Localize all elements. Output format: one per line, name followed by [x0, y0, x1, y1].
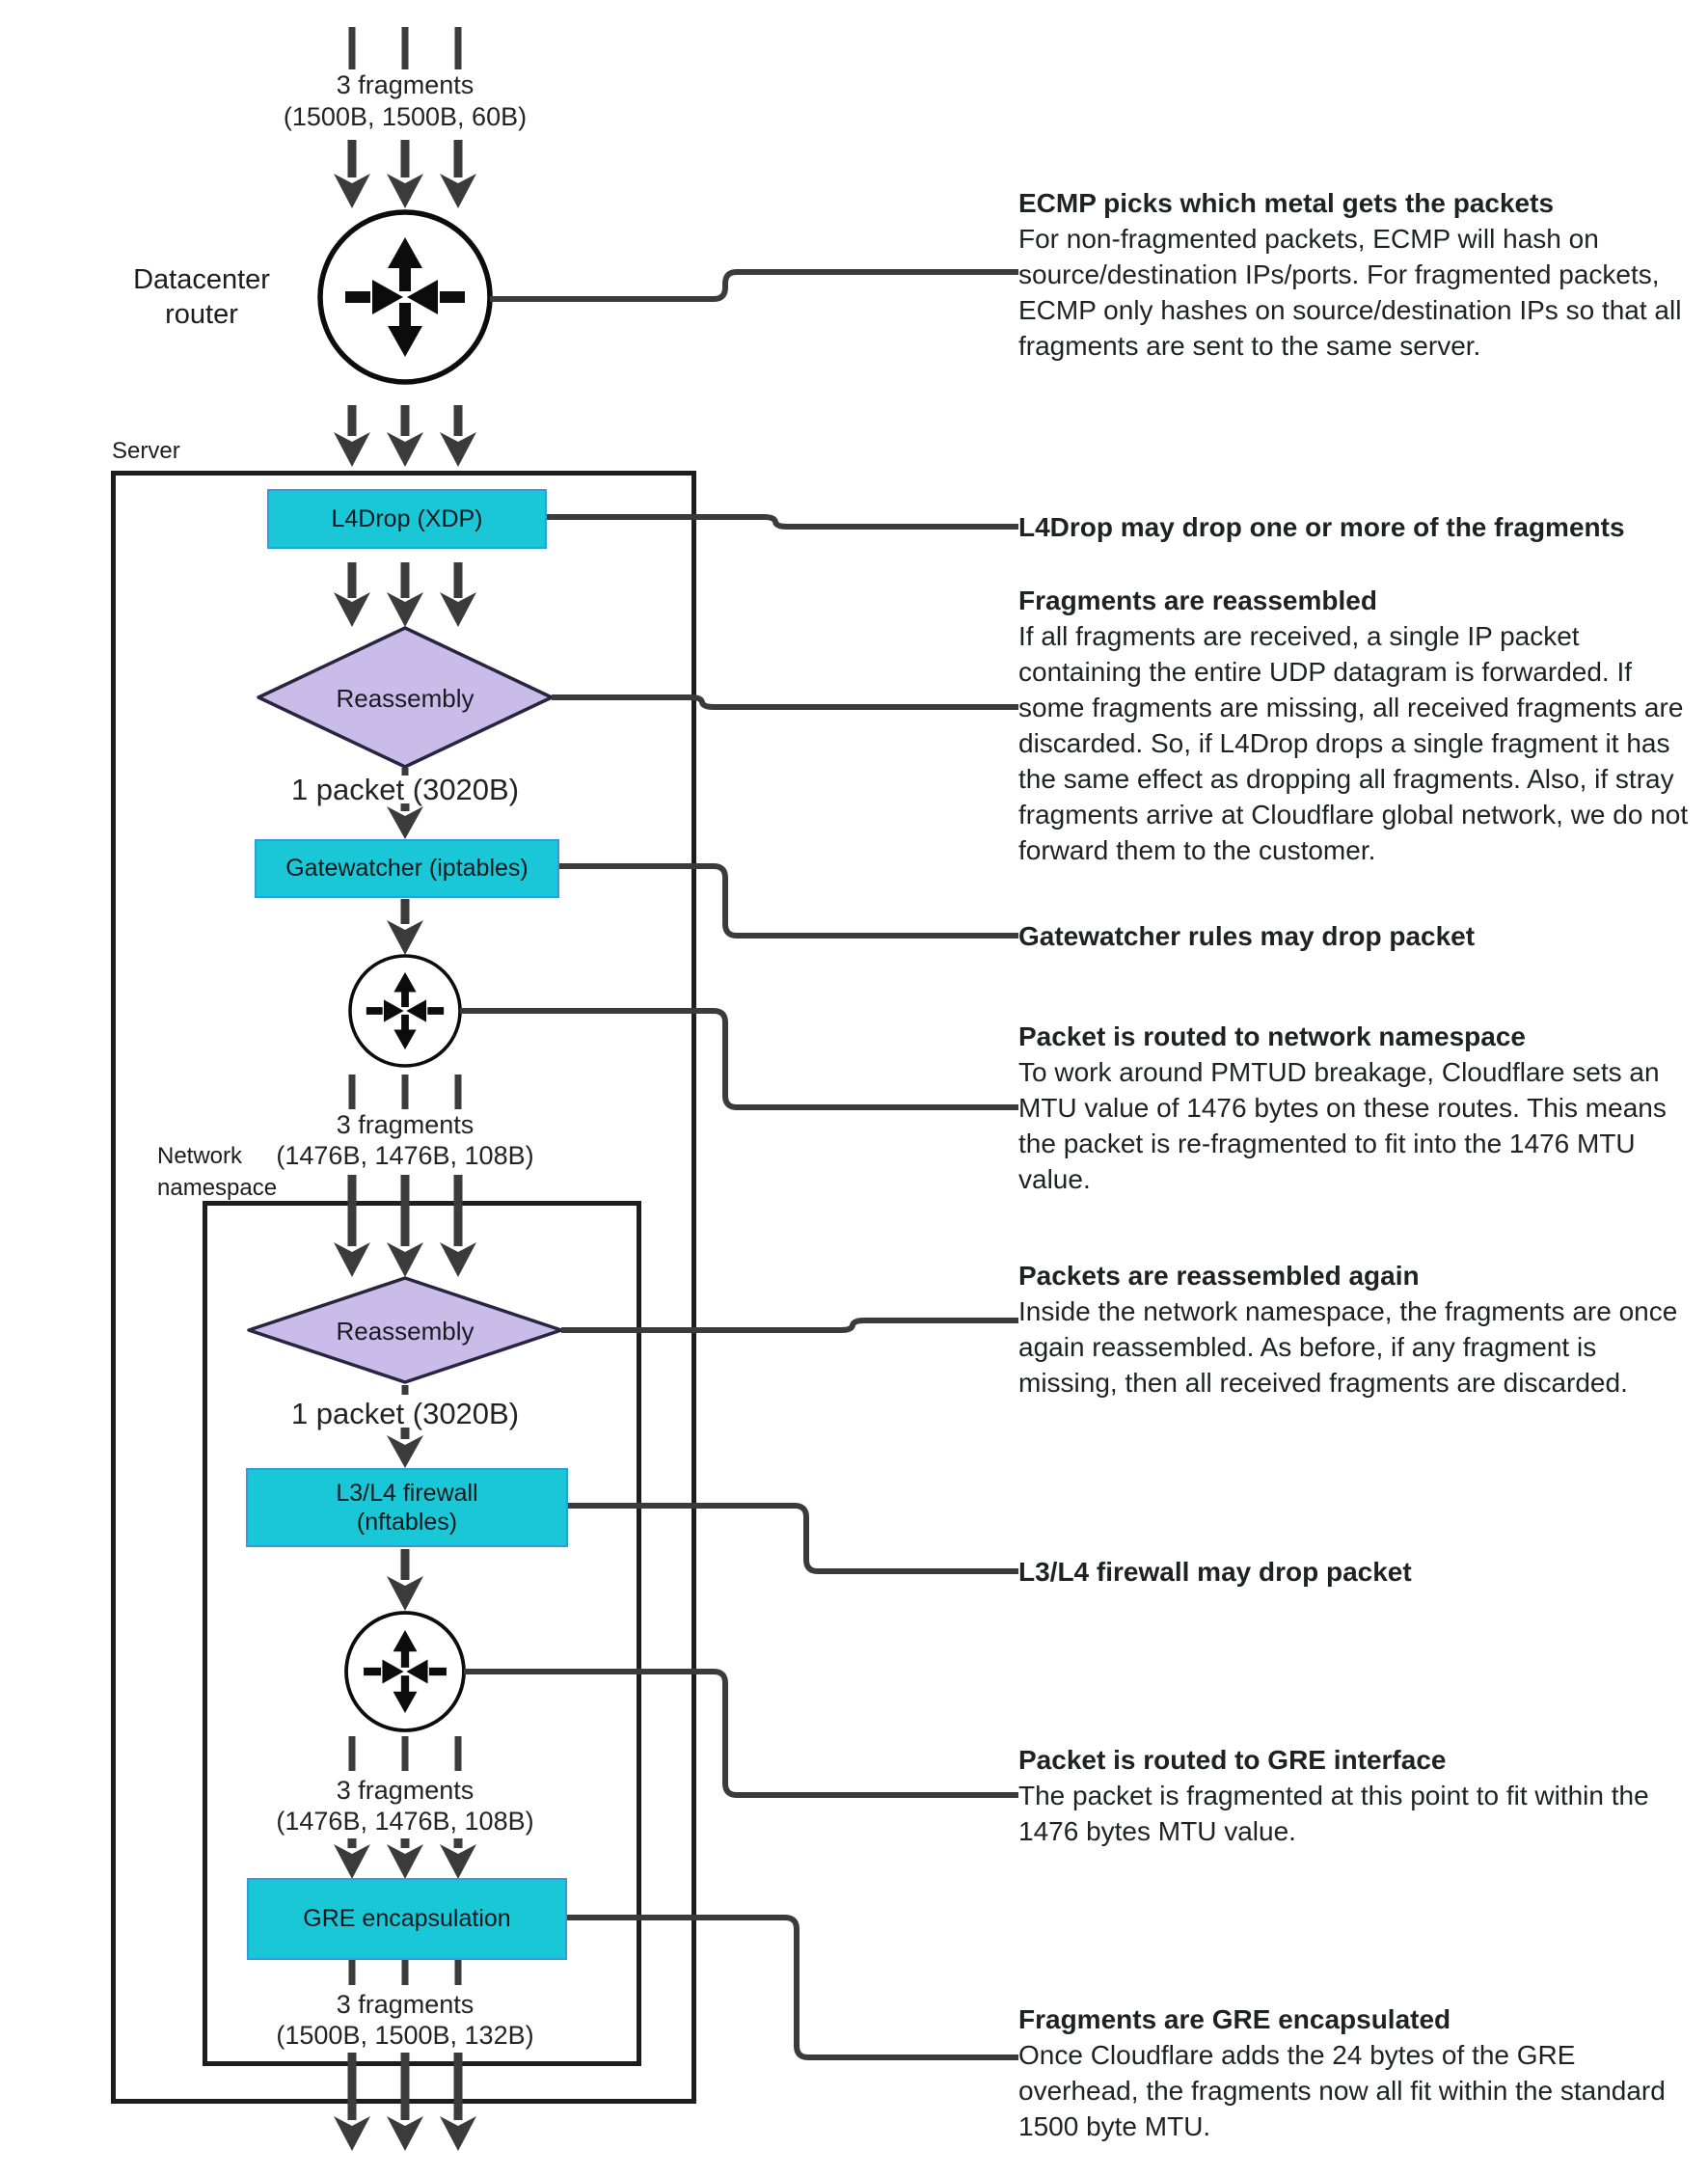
- annotation-title: Packet is routed to GRE interface: [1018, 1745, 1447, 1775]
- packet-label: 1 packet (3020B): [290, 773, 520, 806]
- router-icon: [350, 956, 460, 1066]
- connector-line: [564, 1506, 1018, 1571]
- annotation-title: Gatewatcher rules may drop packet: [1018, 921, 1476, 951]
- out-fragments-label: [222, 1989, 588, 2051]
- annotation-body: The packet is fragmented at this point to fit within the 1476 bytes MTU value.: [1018, 1781, 1649, 1846]
- annotation-title: Fragments are GRE encapsulated: [1018, 2004, 1451, 2034]
- fragment-dashes-gre: [352, 1736, 458, 1771]
- packet-label: 1 packet (3020B): [290, 1397, 520, 1430]
- annotation-body: If all fragments are received, a single IP packet containing the entire UDP datagram is forwarded. If some fragments are missing, all received fragments are discarded. So, if L4Drop drops a single fragment it has the same effect as dropping all fragments. Also, if stray fragments arrive at Cloudflare global network, we do not forward them to the customer.: [1018, 621, 1689, 865]
- annotation-body: For non-fragmented packets, ECMP will hash on source/destination IPs/ports. For fragmented packets, ECMP only hashes on source/destination IPs so that all fragments are sent to the same server.: [1018, 224, 1682, 361]
- connector-line: [543, 517, 1018, 527]
- l4drop-label: L4Drop (XDP): [331, 504, 483, 532]
- gatewatcher-label: Gatewatcher (iptables): [285, 855, 529, 882]
- annotation-title: L4Drop may drop one or more of the fragments: [1018, 512, 1625, 542]
- reassembly-label: Reassembly: [336, 1317, 474, 1346]
- arrows-into-server: [334, 405, 476, 467]
- connector-line: [460, 1011, 1018, 1107]
- annotation-firewall: [1018, 1554, 1699, 1590]
- annotation-gre-interface: [1018, 1742, 1699, 1849]
- fragment-dashes-out: [352, 1960, 458, 1985]
- router-icon: [346, 1613, 464, 1730]
- network-namespace-label: Network namespace: [157, 1143, 278, 1201]
- annotation-reassembled-again: [1018, 1258, 1699, 1401]
- fragments-sizes: (1500B, 1500B, 60B): [283, 102, 528, 131]
- server-label: Server: [112, 438, 180, 464]
- annotation-reassembled: [1018, 583, 1699, 868]
- annotation-body: To work around PMTUD breakage, Cloudflare sets an MTU value of 1476 bytes on these routes. This means the packet is re-fragmented to fit into the 1476 MTU value.: [1018, 1057, 1667, 1194]
- fragments-count: 3 fragments: [336, 1776, 474, 1805]
- annotation-title: Packet is routed to network namespace: [1018, 1021, 1526, 1051]
- gatewatcher-box: [255, 839, 559, 898]
- connector-line: [490, 272, 1018, 299]
- connector-line: [561, 1320, 1018, 1330]
- fragments-sizes: (1500B, 1500B, 132B): [276, 2021, 534, 2050]
- annotation-title: L3/L4 firewall may drop packet: [1018, 1557, 1412, 1587]
- fragments-sizes: (1476B, 1476B, 108B): [276, 1807, 534, 1836]
- annotation-body: Inside the network namespace, the fragments are once again reassembled. As before, if any fragment is missing, then all received fragments are discarded.: [1018, 1296, 1678, 1398]
- annotation-routed-namespace: [1018, 1019, 1699, 1197]
- arrow-down: [387, 1428, 423, 1468]
- connector-line: [556, 866, 1018, 936]
- arrows-into-router: [334, 140, 476, 208]
- arrows-out: [334, 2053, 476, 2151]
- firewall-label-line2: (nftables): [356, 1509, 458, 1536]
- firewall-label-line1: L3/L4 firewall: [336, 1480, 478, 1507]
- fragment-dashes-mid: [352, 1075, 458, 1109]
- annotation-body: Once Cloudflare adds the 24 bytes of the GRE overhead, the fragments now all fit within the standard 1500 byte MTU.: [1018, 2040, 1666, 2141]
- annotation-title: Packets are reassembled again: [1018, 1261, 1420, 1291]
- fragment-dashes-top: [352, 27, 458, 69]
- annotation-gatewatcher: [1018, 918, 1699, 954]
- connector-line: [552, 697, 1018, 707]
- fragments-count: 3 fragments: [336, 1990, 474, 2019]
- annotation-title: Fragments are reassembled: [1018, 585, 1377, 615]
- firewall-box: [246, 1468, 568, 1547]
- arrow-down: [387, 899, 423, 955]
- gre-fragments-label: [222, 1775, 588, 1837]
- annotation-title: ECMP picks which metal gets the packets: [1018, 188, 1555, 218]
- fragments-count: 3 fragments: [336, 1110, 474, 1139]
- router-icon: [320, 212, 490, 382]
- arrows-into-namespace: [334, 1175, 476, 1277]
- fragments-sizes: (1476B, 1476B, 108B): [276, 1141, 534, 1170]
- arrows-to-reassembly: [334, 562, 476, 627]
- arrow-down: [387, 803, 423, 839]
- annotation-gre-encapsulated: [1018, 2001, 1699, 2144]
- gre-label: GRE encapsulation: [303, 1905, 511, 1932]
- fragments-count: 3 fragments: [336, 70, 474, 99]
- connector-line: [563, 1918, 1018, 2057]
- arrows-into-gre: [334, 1838, 476, 1879]
- reassembly-label: Reassembly: [336, 684, 474, 713]
- annotation-l4drop: [1018, 509, 1699, 545]
- top-fragments-label: [222, 69, 588, 133]
- annotation-ecmp: [1018, 185, 1699, 364]
- l4drop-box: [267, 489, 547, 549]
- arrow-down: [387, 1549, 423, 1611]
- gre-box: [247, 1878, 567, 1960]
- datacenter-router-label: Datacenter router: [133, 264, 270, 330]
